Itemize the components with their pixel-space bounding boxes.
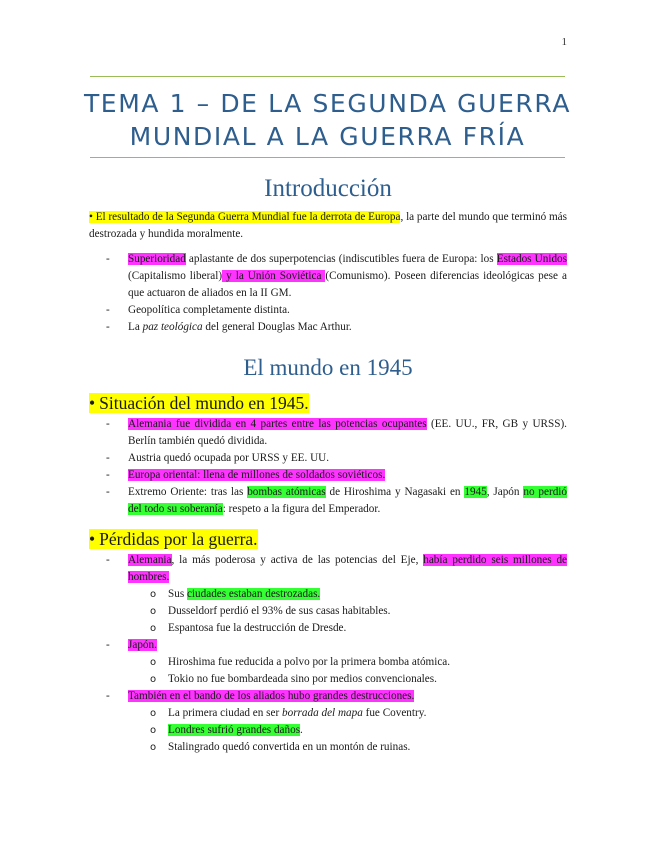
- text: .: [300, 724, 303, 736]
- intro-heading: Introducción: [264, 175, 392, 202]
- list-item: [128, 319, 567, 336]
- intro-paragraph-rest: , la parte del mundo que terminó más destrozada y hundida moralmente.: [89, 211, 567, 240]
- title-line-2: MUNDIAL A LA GUERRA FRÍA: [129, 122, 526, 151]
- page-number: 1: [561, 36, 567, 48]
- highlight-text: Estados Unidos: [496, 253, 567, 265]
- list-item: - Geopolítica completamente distinta.: [128, 302, 567, 319]
- bullet-dot: •: [89, 211, 93, 223]
- sublist: [128, 705, 567, 756]
- text: Sus: [168, 588, 187, 600]
- intro-highlight-text: El resultado de la Segunda Guerra Mundial fue la derrota de Europa: [95, 211, 401, 223]
- text: La primera ciudad en ser: [168, 707, 282, 719]
- highlight-text: Alemania: [128, 554, 172, 566]
- highlight-text: Alemania fue dividida en 4 partes entre las potencias ocupantes: [128, 418, 427, 430]
- highlight-text: ciudades estaban destrozadas.: [186, 588, 321, 600]
- perdidas-heading: [89, 526, 567, 552]
- list-item: [128, 251, 567, 302]
- list-item: [128, 688, 567, 756]
- text: (Capitalismo liberal): [128, 270, 223, 282]
- italic-text: paz teológica: [142, 321, 203, 333]
- highlight-text: También en el bando de los aliados hubo grandes destrucciones.: [128, 690, 415, 702]
- text: , la más poderosa y activa de las potencias del Eje,: [171, 554, 424, 566]
- sublist: [128, 586, 567, 637]
- text: Extremo Oriente: tras las: [128, 486, 248, 498]
- list-item: [128, 484, 567, 518]
- list-item: - Austria quedó ocupada por URSS y EE. UU.: [128, 450, 567, 467]
- intro-highlight: [89, 211, 400, 223]
- highlight-text: 1945: [464, 486, 487, 498]
- situacion-list: [89, 416, 567, 518]
- situacion-highlight: [89, 393, 309, 413]
- title-line-1: TEMA 1 – DE LA SEGUNDA GUERRA: [83, 89, 572, 118]
- list-item: [128, 467, 567, 484]
- text: , Japón: [486, 486, 524, 498]
- list-item: [128, 416, 567, 450]
- title-top-rule: [90, 76, 565, 77]
- text: (Comunismo). Poseen diferencias ideológicas pese a que actuaron de aliados en la II GM.: [128, 270, 567, 299]
- highlight-text: Japón.: [128, 639, 157, 651]
- highlight-text: no perdió del todo su soberanía: [128, 486, 567, 515]
- bullet-dot: •: [89, 529, 96, 549]
- mundo-heading: El mundo en 1945: [243, 355, 413, 380]
- highlight-text: Superioridad: [128, 253, 186, 265]
- text: La: [128, 321, 143, 333]
- highlight-text: y la Unión Soviética: [222, 270, 326, 282]
- text: de Hiroshima y Nagasaki en: [325, 486, 465, 498]
- intro-list: [89, 251, 567, 336]
- italic-text: borrada del mapa: [282, 707, 363, 719]
- text: (EE. UU., FR, GB y URSS). Berlín también quedó dividida.: [128, 418, 567, 447]
- sublist-item: o Dusseldorf perdió el 93% de sus casas habitables.: [168, 603, 567, 620]
- situacion-heading: [89, 390, 567, 416]
- sublist: [128, 654, 567, 688]
- intro-paragraph: [89, 209, 567, 243]
- highlight-text: había perdido seis millones de hombres.: [128, 554, 568, 583]
- text: aplastante de dos superpotencias (indiscutibles fuera de Europa: los: [185, 253, 497, 265]
- sublist-item: o Hiroshima fue reducida a polvo por la primera bomba atómica.: [168, 654, 567, 671]
- perdidas-list: [89, 552, 567, 756]
- sublist-item: o Tokio no fue bombardeada sino por medios convencionales.: [168, 671, 567, 688]
- bullet-dot: •: [89, 393, 96, 413]
- sublist-item: o Espantosa fue la destrucción de Dresde.: [168, 620, 567, 637]
- text: del general Douglas Mac Arthur.: [202, 321, 352, 333]
- highlight-text: bombas atómicas: [247, 486, 326, 498]
- perdidas-highlight: [89, 529, 258, 549]
- sublist-item: [168, 705, 567, 722]
- document-title: [60, 87, 595, 153]
- sublist-item: [168, 586, 567, 603]
- title-bottom-rule: [90, 157, 565, 158]
- list-item: [128, 637, 567, 688]
- text: fue Coventry.: [362, 707, 427, 719]
- document-body: [89, 172, 567, 756]
- highlight-text: Europa oriental: llena de millones de soldados soviéticos.: [128, 469, 386, 481]
- perdidas-title: Pérdidas por la guerra.: [99, 529, 258, 549]
- sublist-item: [168, 722, 567, 739]
- sublist-item: o Stalingrado quedó convertida en un montón de ruinas.: [168, 739, 567, 756]
- situacion-title: Situación del mundo en 1945.: [99, 393, 309, 413]
- text: : respeto a la figura del Emperador.: [222, 503, 381, 515]
- highlight-text: Londres sufrió grandes daños: [168, 724, 301, 736]
- list-item: [128, 552, 567, 637]
